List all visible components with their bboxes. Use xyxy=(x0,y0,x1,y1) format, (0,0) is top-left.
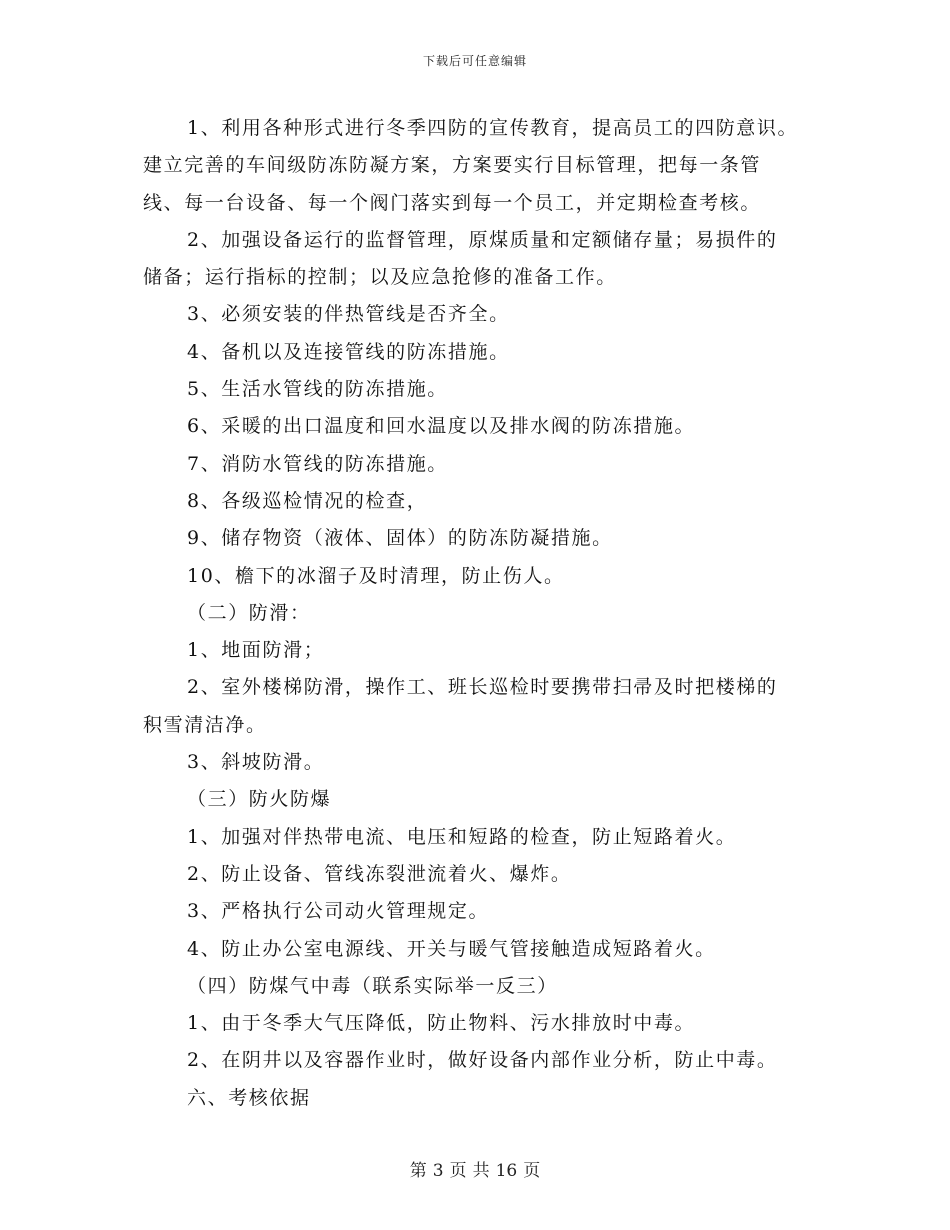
paragraph-line: 9、储存物资（液体、固体）的防冻防凝措施。 xyxy=(187,527,613,550)
paragraph-line: 积雪清洁净。 xyxy=(143,713,267,736)
section-heading: 六、考核依据 xyxy=(187,1086,311,1109)
paragraph-line: 4、防止办公室电源线、开关与暖气管接触造成短路着火。 xyxy=(187,937,716,960)
paragraph-line: 5、生活水管线的防冻措施。 xyxy=(187,378,448,401)
paragraph-line: 2、室外楼梯防滑，操作工、班长巡检时要携带扫帚及时把楼梯的 xyxy=(187,676,778,699)
page-number: 3 xyxy=(432,1161,444,1181)
paragraph-line: 2、在阴井以及容器作业时，做好设备内部作业分析，防止中毒。 xyxy=(187,1049,778,1072)
paragraph-line: 3、严格执行公司动火管理规定。 xyxy=(187,900,490,923)
paragraph-line: 6、采暖的出口温度和回水温度以及排水阀的防冻措施。 xyxy=(187,415,696,438)
paragraph-line: 8、各级巡检情况的检查， xyxy=(187,489,428,512)
paragraph-line: 1、利用各种形式进行冬季四防的宣传教育，提高员工的四防意识。 xyxy=(187,117,799,139)
section-heading: （三）防火防爆 xyxy=(187,788,332,811)
total-label: 共 xyxy=(472,1161,490,1181)
paragraph-line: 建立完善的车间级防冻防凝方案，方案要实行目标管理，把每一条管 xyxy=(143,154,762,177)
paragraph-line: 1、加强对伴热带电流、电压和短路的检查，防止短路着火。 xyxy=(187,825,737,848)
paragraph-line: 4、备机以及连接管线的防冻措施。 xyxy=(187,340,510,363)
paragraph-line: 3、必须安装的伴热管线是否齐全。 xyxy=(187,303,510,326)
total-suffix: 页 xyxy=(523,1161,541,1181)
total-pages: 16 xyxy=(495,1161,518,1181)
paragraph-line: 储备；运行指标的控制；以及应急抢修的准备工作。 xyxy=(143,266,617,289)
paragraph-line: 7、消防水管线的防冻措施。 xyxy=(187,452,448,475)
section-heading: （四）防煤气中毒（联系实际举一反三） xyxy=(187,974,558,997)
paragraph-line: 2、防止设备、管线冻裂泄流着火、爆炸。 xyxy=(187,862,572,885)
paragraph-line: 线、每一台设备、每一个阀门落实到每一个员工，并定期检查考核。 xyxy=(143,191,762,214)
page-header: 下载后可任意编辑 xyxy=(422,54,527,68)
page-label-suffix: 页 xyxy=(449,1161,467,1181)
paragraph-line: 2、加强设备运行的监督管理，原煤质量和定额储存量；易损件的 xyxy=(187,228,778,251)
page-footer xyxy=(0,1156,950,1181)
paragraph-line: 1、地面防滑； xyxy=(187,639,325,662)
paragraph-line: 10、檐下的冰溜子及时清理，防止伤人。 xyxy=(187,564,565,587)
paragraph-line: 3、斜坡防滑。 xyxy=(187,751,325,774)
page-label-prefix: 第 xyxy=(409,1161,427,1181)
section-heading: （二）防滑： xyxy=(187,601,311,624)
document-body xyxy=(143,110,833,1117)
paragraph-line: 1、由于冬季大气压降低，防止物料、污水排放时中毒。 xyxy=(187,1012,696,1035)
